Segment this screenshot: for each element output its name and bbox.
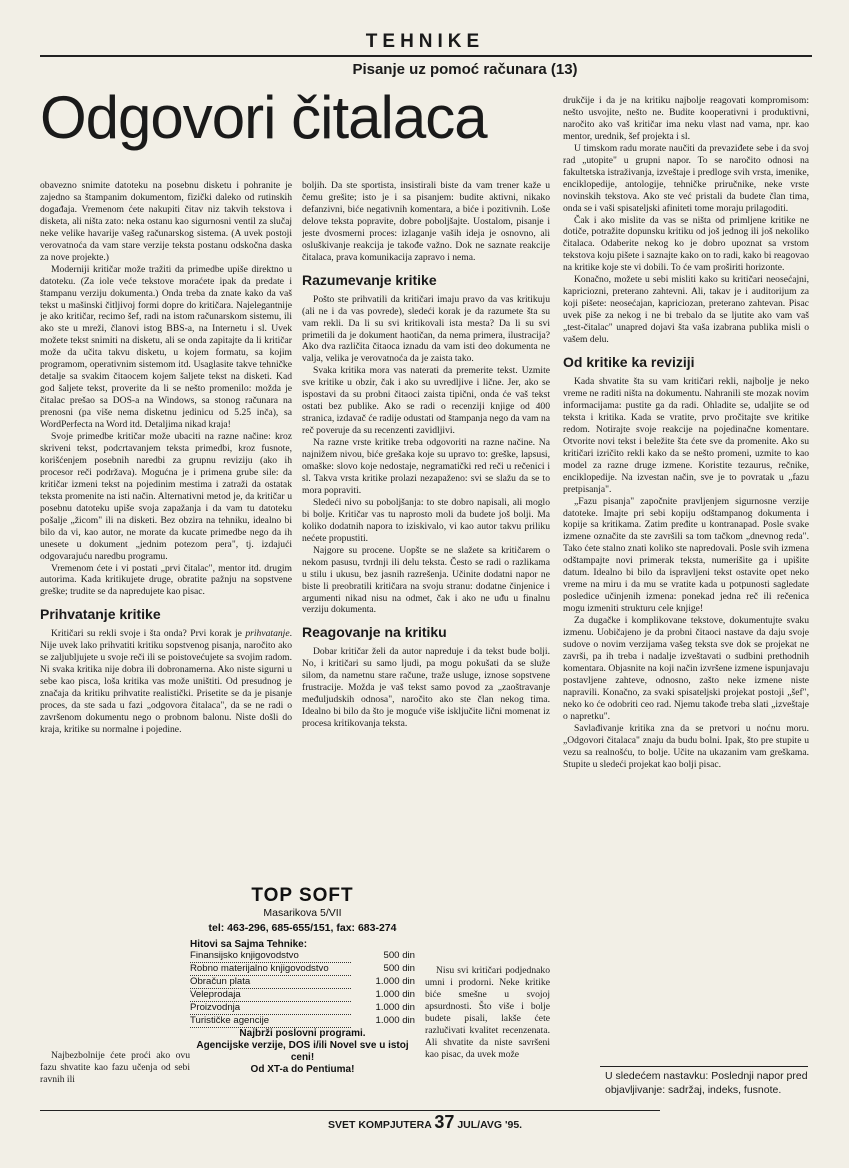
paragraph: Konačno, možete u sebi misliti kako su kritičari neosećajni, kapriciozni, preterano zahtevni. Ali, takav je i auditorijum za koji pišete: neosećajan, kapriciozan, preterano zahtevan. Pisac uvek piše za nekog i ne bi trebalo da se ljutite ako vam vaš „test-čitalac" unapred dojavi šta vaša izabrana publika misli o vašem delu.: [563, 274, 809, 346]
ad-lead: Hitovi sa Sajma Tehnike:: [190, 939, 308, 950]
paragraph: U timskom radu morate naučiti da prevaziđete sebe i da svoj rad „utopite" u grupni napor. To se naročito odnosi na fakultetska istraživanja, izveštaje i predloge svih vrsta, imenike, enciklopedije, antologije, tehničke priručnike, neke vrste novinskih tekstova. Ako ste već pristali da budete član tima, onda se i vaši spisateljski afiniteti tome moraju prilagoditi.: [563, 142, 809, 214]
column-2-tail: [425, 965, 550, 1095]
column-1: [40, 180, 292, 915]
paragraph: Svaka kritika mora vas naterati da premerite tekst. Uzmite sve kritike u obzir, čak i ako su uvredljive i lične. Jer, ako se ispostavi da su probni čitaoci zaista tipični, onda će vaš tekst ostati bez publike. Ako se radi o recenziji knjige od 400 stranica, izdavač će radije odustati od štampanja nego da vam na reč poveruje da su recenzenti zavidljivi.: [302, 365, 550, 437]
product-price: 500 din: [383, 950, 415, 962]
price-row: [190, 1002, 415, 1015]
text-span: Kritičari su rekli svoje i šta onda? Prvi korak je: [51, 628, 246, 640]
column-1-tail: [40, 1050, 190, 1110]
page-number: 37: [434, 1112, 455, 1132]
product-name: Obračun plata: [190, 976, 351, 989]
paragraph: Dobar kritičar želi da autor napreduje i da tekst bude bolji. No, i kritičari su samo ljudi, pa mogu pokušati da se služe silom, da nametnu stare račune, traže usluge, iznose sopstvene frustracije. Možda je vaš tekst samo povod za „zaoštravanje međuljudskih odnosa", naročito ako ste član nekog tima. Idealno bi bilo da što je moguće više isključite lični momenat iz procesa kritikovanja teksta.: [302, 646, 550, 730]
paragraph: Svoje primedbe kritičar može ubaciti na razne načine: kroz skriveni tekst, podcrtavanjem teksta primedbi, kroz fusnote, korišćenjem posebnih naredbi za grupnu reviziju (ako ih procesor reči podržava). Mogućna je i primena grube sile: da kritičar izmeni tekst na pojedinim mestima i zatraži da ostatak teksta promenite na isti način. Alternativni metod je, da kritičar u posebnu datoteku upiše svoja zapažanja i da vam tu datoteku pošalje „žicom" ili na disketi. Bez obzira na tehniku, idealno bi bilo da vi, kao autor, ne morate da kucate primedbe nego da ih unesete u dokument „jednim potezom pera", tj. izdajući odgovarajuću naredbu programu.: [40, 431, 292, 562]
product-name: Proizvodnja: [190, 1002, 351, 1015]
section-label: TEHNIKE: [365, 31, 485, 52]
magazine-name: SVET KOMPJUTERA: [328, 1119, 432, 1131]
ad-address: Masarikova 5/VII: [263, 907, 342, 919]
product-name: Turističke agencije: [190, 1015, 351, 1028]
paragraph: „Fazu pisanja" započnite pravljenjem sigurnosne verzije datoteke. Imajte pri sebi kopiju odštampanog dokumenta i kopije sa kritikama. Zatim pređite u kontranapad. Posle svake izmene označite da ste završili sa tom tačkom „dnevnog reda". Tako ćete stalno znati koliko ste napredovali. Posle svih izmena odštampajte novi primerak teksta, numerišite ga i upišite datum. Idealno bi bilo da ispravljeni tekst ostavite opet neko vreme na miru i da mu se vratite kada u potpunosti sagledate posledice učinjenih izmena: ponekad jedna reč ili rečenica mogu izmeniti strukturu cele knjige!: [563, 495, 809, 615]
paragraph: Sledeći nivo su poboljšanja: to ste dobro napisali, ali moglo bi bolje. Kritičar vas tu naprosto moli da budete još bolji. Ma koliko dodatnih napora to iziskivalo, vi kao autor takvu priliku nećete propustiti.: [302, 496, 550, 544]
product-price: 500 din: [383, 963, 415, 974]
text-span: . Nije uvek lako prihvatiti kritiku sopstvenog pisanja, naročito ako se zaljubljujete u svoje reči ili se poistovećujete sa svojim radom. Ni svaka kritika nije dobra ili dobronamerna. Ako niste sigurni u sebe kao pisca, loša kritika vas može uništiti. Od presudnog je značaja da kritiku prihvatite realistički. Prisetite se da je pisanje proces, da ste sada u fazi „odgovora čitalaca", da se ne radi o završenom dokumentu nego o probnom balonu. Niste došli do kraja, kritike su normalne i pojedine.: [40, 628, 292, 735]
ad-tagline-1: Najbrži poslovni programi.: [239, 1028, 366, 1039]
paragraph: Najbezbolnije ćete proći ako ovu fazu shvatite kao fazu učenja od sebi ravnih ili: [40, 1050, 190, 1085]
paragraph: Čak i ako mislite da vas se ništa od primljene kritike ne dotiče, potražite dopunsku kritiku od još jednog ili još nekoliko čitalaca. Odaberite nekog ko je dobro upoznat sa vrstom tekstova koju pišete i saznajte kako on to radi, kako bi reagovao na kritike koje ste vi dobili. To će vam proširiti horizonte.: [563, 214, 809, 274]
emphasis: prihvatanje: [245, 628, 290, 640]
paragraph: Na razne vrste kritike treba odgovoriti na razne načine. Na najnižem nivou, biće grešaka koje su upravo to: greške, lapsusi, omaške: slovo koje nedostaje, negramatički red reči u rečenici i sl. Takva vrsta kritike prolazi nezapaženo: svi se slažu da se to mora popraviti.: [302, 437, 550, 496]
series-title: Pisanje uz pomoć računara (13): [352, 61, 578, 78]
footer-rule: [40, 1110, 660, 1111]
article-title: Odgovori čitalaca: [40, 84, 487, 151]
paragraph: Najgore su procene. Uopšte se ne slažete sa kritičarem o nekom pasusu, tvrdnji ili delu teksta. Često se radi o razlikama u stilu i ukusu, bez jasnih razrešenja. Učinite dodatni napor ne biste li preobratili kritičara na svoju stranu: dodatne činjenice i argumenti nikad nisu na odmet, čak i ako ne uđu u finalnu verziju dokumenta.: [302, 544, 550, 616]
paragraph: obavezno snimite datoteku na posebnu disketu i pohranite je zajedno sa štampanim dokumentom, fizički daleko od rutinskih događaja. Vremenom ćete nakupiti čitav niz takvih tekstova i disketa, ali ništa zato: neka ostanu kao sigurnosni ventil za slučaj neke velike havarije vašeg računarskog sistema. (A uvek postoji verovatnoća da vam stare verzije teksta postanu odskočna daska za nove projekte.): [40, 180, 292, 263]
header-rule: [40, 55, 812, 57]
price-row: [190, 989, 415, 1002]
column-2: [302, 180, 550, 870]
paragraph: Pošto ste prihvatili da kritičari imaju pravo da vas kritikuju (ali ne i da vas povrede), sledeći korak je da razumete šta su vam rekli. Da li su svi kritikovali ista mesta? Da li su svi primetili da je dokument haotičan, da nema primera, ilustracija? Ako dva različita čitaoca iznadu da vam isti deo dokumenta ne valja, velika je verovatnoća da je zaista tako.: [302, 293, 550, 365]
subheading: Razumevanje kritike: [302, 271, 437, 288]
column-3: [563, 95, 809, 1060]
product-name: Robno materijalno knjigovodstvo: [190, 963, 351, 976]
price-row: [190, 1015, 415, 1028]
next-issue-rule: [600, 1066, 808, 1067]
paragraph: Savlađivanje kritika zna da se pretvori u noćnu moru. „Odgovori čitalaca" znaju da budu bolni. Ipak, što pre stupite u vezu sa realnošću, to bolje. Učite na ukazanim vam greškama. Stupite u sledeći projekat kao bolji pisac.: [563, 722, 809, 770]
ad-tagline-3: Od XT-a do Pentiuma!: [250, 1064, 355, 1075]
paragraph: Nisu svi kritičari podjednako umni i prodorni. Neke kritike biće smešne u svojoj apsurdnosti. Što više i bolje budete pisali, lakše ćete razlučivati kvalitet recenzenata. Ali shvatite da niste savršeni kao pisac, da uvek može: [425, 965, 550, 1060]
ad-brand: TOP SOFT: [251, 885, 354, 906]
subheading: Prihvatanje kritike: [40, 606, 161, 623]
product-price: 1.000 din: [375, 1015, 415, 1026]
price-row: [190, 963, 415, 976]
advertisement: [190, 885, 415, 1076]
subheading: Od kritike ka reviziji: [563, 354, 695, 371]
product-name: Veleprodaja: [190, 989, 351, 1002]
page-footer: [328, 1112, 522, 1133]
next-issue-note: U sledećem nastavku: Poslednji napor pred objavljivanje: sadržaj, indeks, fusnote.: [605, 1070, 808, 1096]
paragraph: Za dugačke i komplikovane tekstove, dokumentujte svaku izmenu. Uobičajeno je da probni čitaoci nastave da daju svoje sudove o novim verzijama vašeg teksta sve dok se projekat ne završi, pa ih treba i nadalje izveštavati o sudbini prethodnih komentara. Objasnite na koji način izvršene izmene ispunjavaju postavljene zahteve, odnosno, zašto neke izmene niste napravili. Konačno, za svaki spisateljski projekat postoji „šef", neko ko će odobriti ceo rad. Njemu takođe treba slati „izveštaje o napretku".: [563, 615, 809, 722]
paragraph: [40, 628, 292, 736]
ad-price-list: [190, 950, 415, 1028]
ad-phones: tel: 463-296, 685-655/151, fax: 683-274: [208, 922, 397, 934]
paragraph: Moderniji kritičar može tražiti da primedbe upiše direktno u datoteku. (Za iole veće tekstove moraćete ipak da predate i štampanu verziju dokumenta.) Onda treba da znate kako da vaš tekst u mašinski čitljivoj formi dopre do kritičara. Najelegantnije je ako kritičar, recimo šef, radi na istom računarskom sistemu, ili ako ste u mreži, članovi istog BBS-a, na Internetu i sl. Uvek možete tekst snimiti na disketu, ali se onda zapitajte da li kritičar može da učita takvu disketu, u kojem formatu, sa kojim programom, operativnim sistemom itd. Usaglasite takve tehničke detalje sa svakim čitaocem kojem šaljete tekst na disketi. Kad god šaljete tekst, proverite da li se nešto promenilo: možda je čitalac prešao sa DOS-a na Windows, sa stonog računara na prenosni (pa više nema disketnu jedinicu od 5.25 inča), sa WordPerfecta na Word itd. Detaljima nikad kraja!: [40, 263, 292, 431]
price-row: [190, 976, 415, 989]
paragraph: Vremenom ćete i vi postati „prvi čitalac", mentor itd. drugim autorima. Kada kritikujete druge, obratite pažnju na sopstvene greške; trudite se da napredujete kao pisac.: [40, 562, 292, 598]
subheading: Reagovanje na kritiku: [302, 624, 447, 641]
product-price: 1.000 din: [375, 976, 415, 987]
price-row: [190, 950, 415, 963]
paragraph: Kada shvatite šta su vam kritičari rekli, najbolje je neko vreme ne raditi ništa na dokumentu. Nahranili ste mozak novim informacijama: pustite ga da radi. Ohladite se, udaljite se od teksta i kritika. Kada se vratite, prvo pročitajte sve kritike redom. Notirajte svoje reakcije na pojedinačne komentare. Otvorite novi tekst i beležite šta ćete sve da promenite. Ako su kritičari izričito rekli kako da se nešto promeni, uzmite to kao model za razne druge izmene. Koristite tezaurus, rečnike, enciklopedije. Na izvestan način, sve je to povratak u „fazu pretpisanja".: [563, 376, 809, 495]
product-name: Finansijsko knjigovodstvo: [190, 950, 351, 963]
product-price: 1.000 din: [375, 989, 415, 1000]
ad-tagline-2: Agencijske verzije, DOS i/ili Novel sve u istoj ceni!: [196, 1040, 409, 1063]
paragraph: drukčije i da je na kritiku najbolje reagovati kompromisom: nešto usvojite, nešto ne. Budite kooperativni i produktivni, naročito ako vaš kritičar ima neku vlast nad vama, npr. kao mentor, urednik, šef projekta i sl.: [563, 95, 809, 142]
paragraph: boljih. Da ste sportista, insistirali biste da vam trener kaže u čemu grešite; isto je i sa pisanjem: budite aktivni, nikako defanzivni, biće negativnih komentara, a biće i pozitivnih. Loše delove teksta popravite, dobre poboljšajte. Uostalom, pisanje i jeste dvosmerni proces: izlaganje vaših ideja je osnovno, ali osluškivanje reakcija je takođe važno. Dok ne saznate reakcije čitalaca, prava komunikacija zapravo i nema.: [302, 180, 550, 263]
product-price: 1.000 din: [375, 1002, 415, 1013]
issue-date: JUL/AVG '95.: [457, 1119, 523, 1131]
